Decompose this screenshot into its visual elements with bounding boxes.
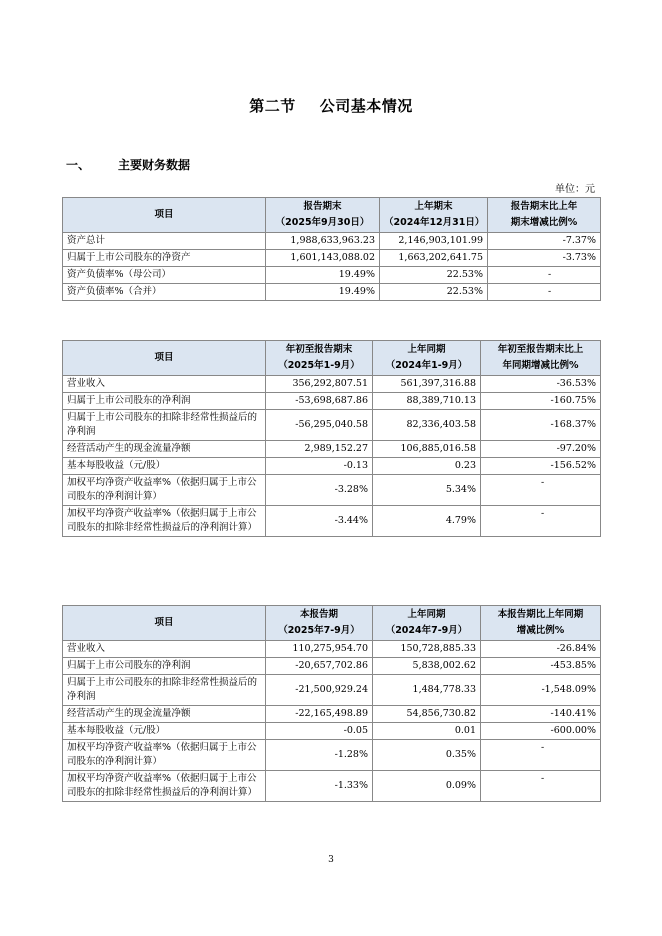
table-row: 营业收入 110,275,954.70 150,728,885.33 -26.84% [63, 641, 601, 658]
header-prior-quarter: 上年同期 （2024年7-9月） [373, 606, 481, 641]
table-header-row [63, 606, 601, 641]
table-row: 基本每股收益（元/股） -0.13 0.23 -156.52% [63, 458, 601, 475]
quarter-table [62, 605, 601, 802]
table-row: 资产负债率%（合并） 19.49% 22.53% - [63, 284, 601, 301]
section-heading [66, 156, 190, 173]
table-row: 加权平均净资产收益率%（依据归属于上市公司股东的净利润计算） -3.28% 5.34% - [63, 475, 601, 506]
header-item: 项目 [63, 341, 266, 376]
header-item: 项目 [63, 198, 266, 233]
table-row: 加权平均净资产收益率%（依据归属于上市公司股东的扣除非经常性损益后的净利润计算） -3.44% 4.79% - [63, 506, 601, 537]
table-row: 归属于上市公司股东的扣除非经常性损益后的净利润 -21,500,929.24 1,484,778.33 -1,548.09% [63, 675, 601, 706]
page-title-section: 第二节 [249, 97, 296, 115]
unit-label: 单位：元 [555, 184, 595, 195]
page-title [0, 95, 662, 116]
page-title-text: 公司基本情况 [319, 97, 413, 115]
ytd-table [62, 340, 601, 537]
page-number: 3 [328, 855, 334, 865]
table-row: 资产负债率%（母公司） 19.49% 22.53% - [63, 267, 601, 284]
header-change: 报告期末比上年 期末增减比例% [488, 198, 601, 233]
header-period-end: 报告期末 （2025年9月30日） [266, 198, 380, 233]
table-row: 归属于上市公司股东的净利润 -53,698,687.86 88,389,710.13 -160.75% [63, 393, 601, 410]
table-row: 营业收入 356,292,807.51 561,397,316.88 -36.53% [63, 376, 601, 393]
header-prior-ytd: 上年同期 （2024年1-9月） [373, 341, 481, 376]
header-item: 项目 [63, 606, 266, 641]
table-row: 加权平均净资产收益率%（依据归属于上市公司股东的扣除非经常性损益后的净利润计算） -1.33% 0.09% - [63, 771, 601, 802]
table-row: 归属于上市公司股东的净资产 1,601,143,088.02 1,663,202,641.75 -3.73% [63, 250, 601, 267]
header-change: 年初至报告期末比上 年同期增减比例% [481, 341, 601, 376]
header-change: 本报告期比上年同期 增减比例% [481, 606, 601, 641]
table-header-row [63, 198, 601, 233]
section-number: 一、 [66, 158, 91, 172]
table-row: 归属于上市公司股东的扣除非经常性损益后的净利润 -56,295,040.58 82,336,403.58 -168.37% [63, 410, 601, 441]
table-row: 归属于上市公司股东的净利润 -20,657,702.86 5,838,002.62 -453.85% [63, 658, 601, 675]
table-row: 加权平均净资产收益率%（依据归属于上市公司股东的净利润计算） -1.28% 0.35% - [63, 740, 601, 771]
header-ytd: 年初至报告期末 （2025年1-9月） [266, 341, 373, 376]
table-row: 经营活动产生的现金流量净额 -22,165,498.89 54,856,730.82 -140.41% [63, 706, 601, 723]
header-quarter: 本报告期 （2025年7-9月） [266, 606, 373, 641]
table-row: 资产总计 1,988,633,963.23 2,146,903,101.99 -7.37% [63, 233, 601, 250]
header-prior-end: 上年期末 （2024年12月31日） [380, 198, 488, 233]
balance-table [62, 197, 601, 301]
table-header-row [63, 341, 601, 376]
table-row: 经营活动产生的现金流量净额 2,989,152.27 106,885,016.58 -97.20% [63, 441, 601, 458]
table-row: 基本每股收益（元/股） -0.05 0.01 -600.00% [63, 723, 601, 740]
section-title: 主要财务数据 [118, 158, 191, 172]
